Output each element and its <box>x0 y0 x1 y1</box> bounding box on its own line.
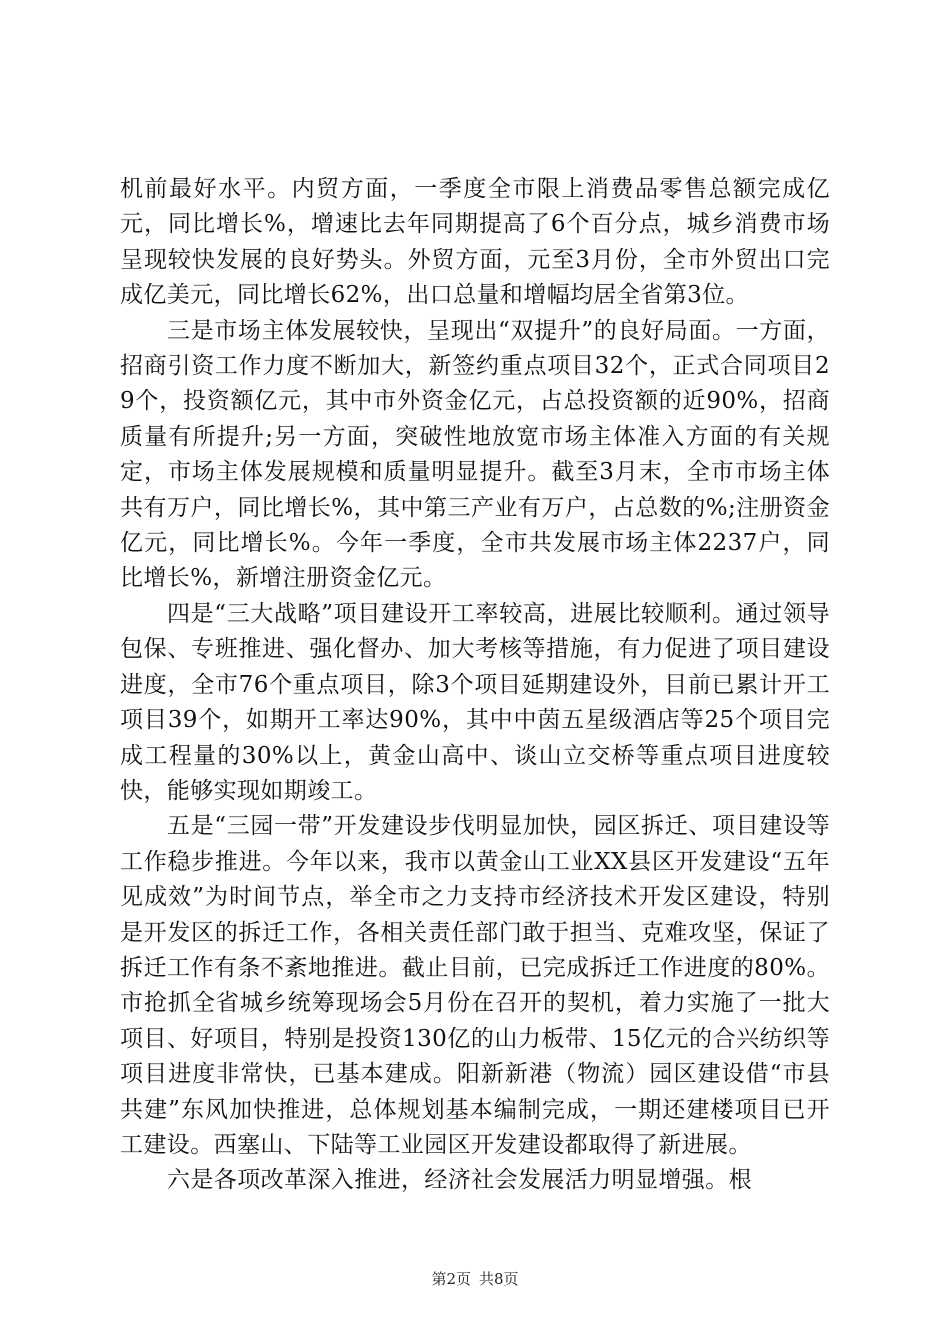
paragraph-2: 三是市场主体发展较快，呈现出“双提升”的良好局面。一方面，招商引资工作力度不断加大，新签约重点项目32个，正式合同项目29个，投资额亿元，其中市外资金亿元，占总投资额的近90%，招商质量有所提升;另一方面，突破性地放宽市场主体准入方面的有关规定，市场主体发展规模和质量明显提升。截至3月末，全市市场主体共有万户，同比增长%，其中第三产业有万户，占总数的%;注册资金亿元，同比增长%。今年一季度，全市共发展市场主体2237户，同比增长%，新增注册资金亿元。 <box>120 317 830 592</box>
page-footer <box>0 1269 950 1289</box>
paragraph-1: 机前最好水平。内贸方面，一季度全市限上消费品零售总额完成亿元，同比增长%，增速比去年同期提高了6个百分点，城乡消费市场呈现较快发展的良好势头。外贸方面，元至3月份，全市外贸出口完成亿美元，同比增长62%，出口总量和增幅均居全省第3位。 <box>120 176 830 309</box>
paragraph-4: 五是“三园一带”开发建设步伐明显加快，园区拆迁、项目建设等工作稳步推进。今年以来，我市以黄金山工业XX县区开发建设“五年见成效”为时间节点，举全市之力支持市经济技术开发区建设，特别是开发区的拆迁工作，各相关责任部门敢于担当、克难攻坚，保证了拆迁工作有条不紊地推进。截止目前，已完成拆迁工作进度的80%。市抢抓全省城乡统筹现场会5月份在召开的契机，着力实施了一批大项目、好项目，特别是投资130亿的山力板带、15亿元的合兴纺织等项目进度非常快，已基本建成。阳新新港（物流）园区建设借“市县共建”东风加快推进，总体规划基本编制完成，一期还建楼项目已开工建设。西塞山、下陆等工业园区开发建设都取得了新进展。 <box>120 813 830 1158</box>
page-total: 共8页 <box>479 1270 519 1288</box>
document-body <box>120 172 830 1199</box>
paragraph-3: 四是“三大战略”项目建设开工率较高，进展比较顺利。通过领导包保、专班推进、强化督办、加大考核等措施，有力促进了项目建设进度，全市76个重点项目，除3个项目延期建设外，目前已累计开工项目39个，如期开工率达90%，其中中茵五星级酒店等25个项目完成工程量的30%以上，黄金山高中、谈山立交桥等重点项目进度较快，能够实现如期竣工。 <box>120 600 830 804</box>
page-number: 第2页 <box>431 1270 471 1288</box>
paragraph-5: 六是各项改革深入推进，经济社会发展活力明显增强。根 <box>167 1167 752 1194</box>
